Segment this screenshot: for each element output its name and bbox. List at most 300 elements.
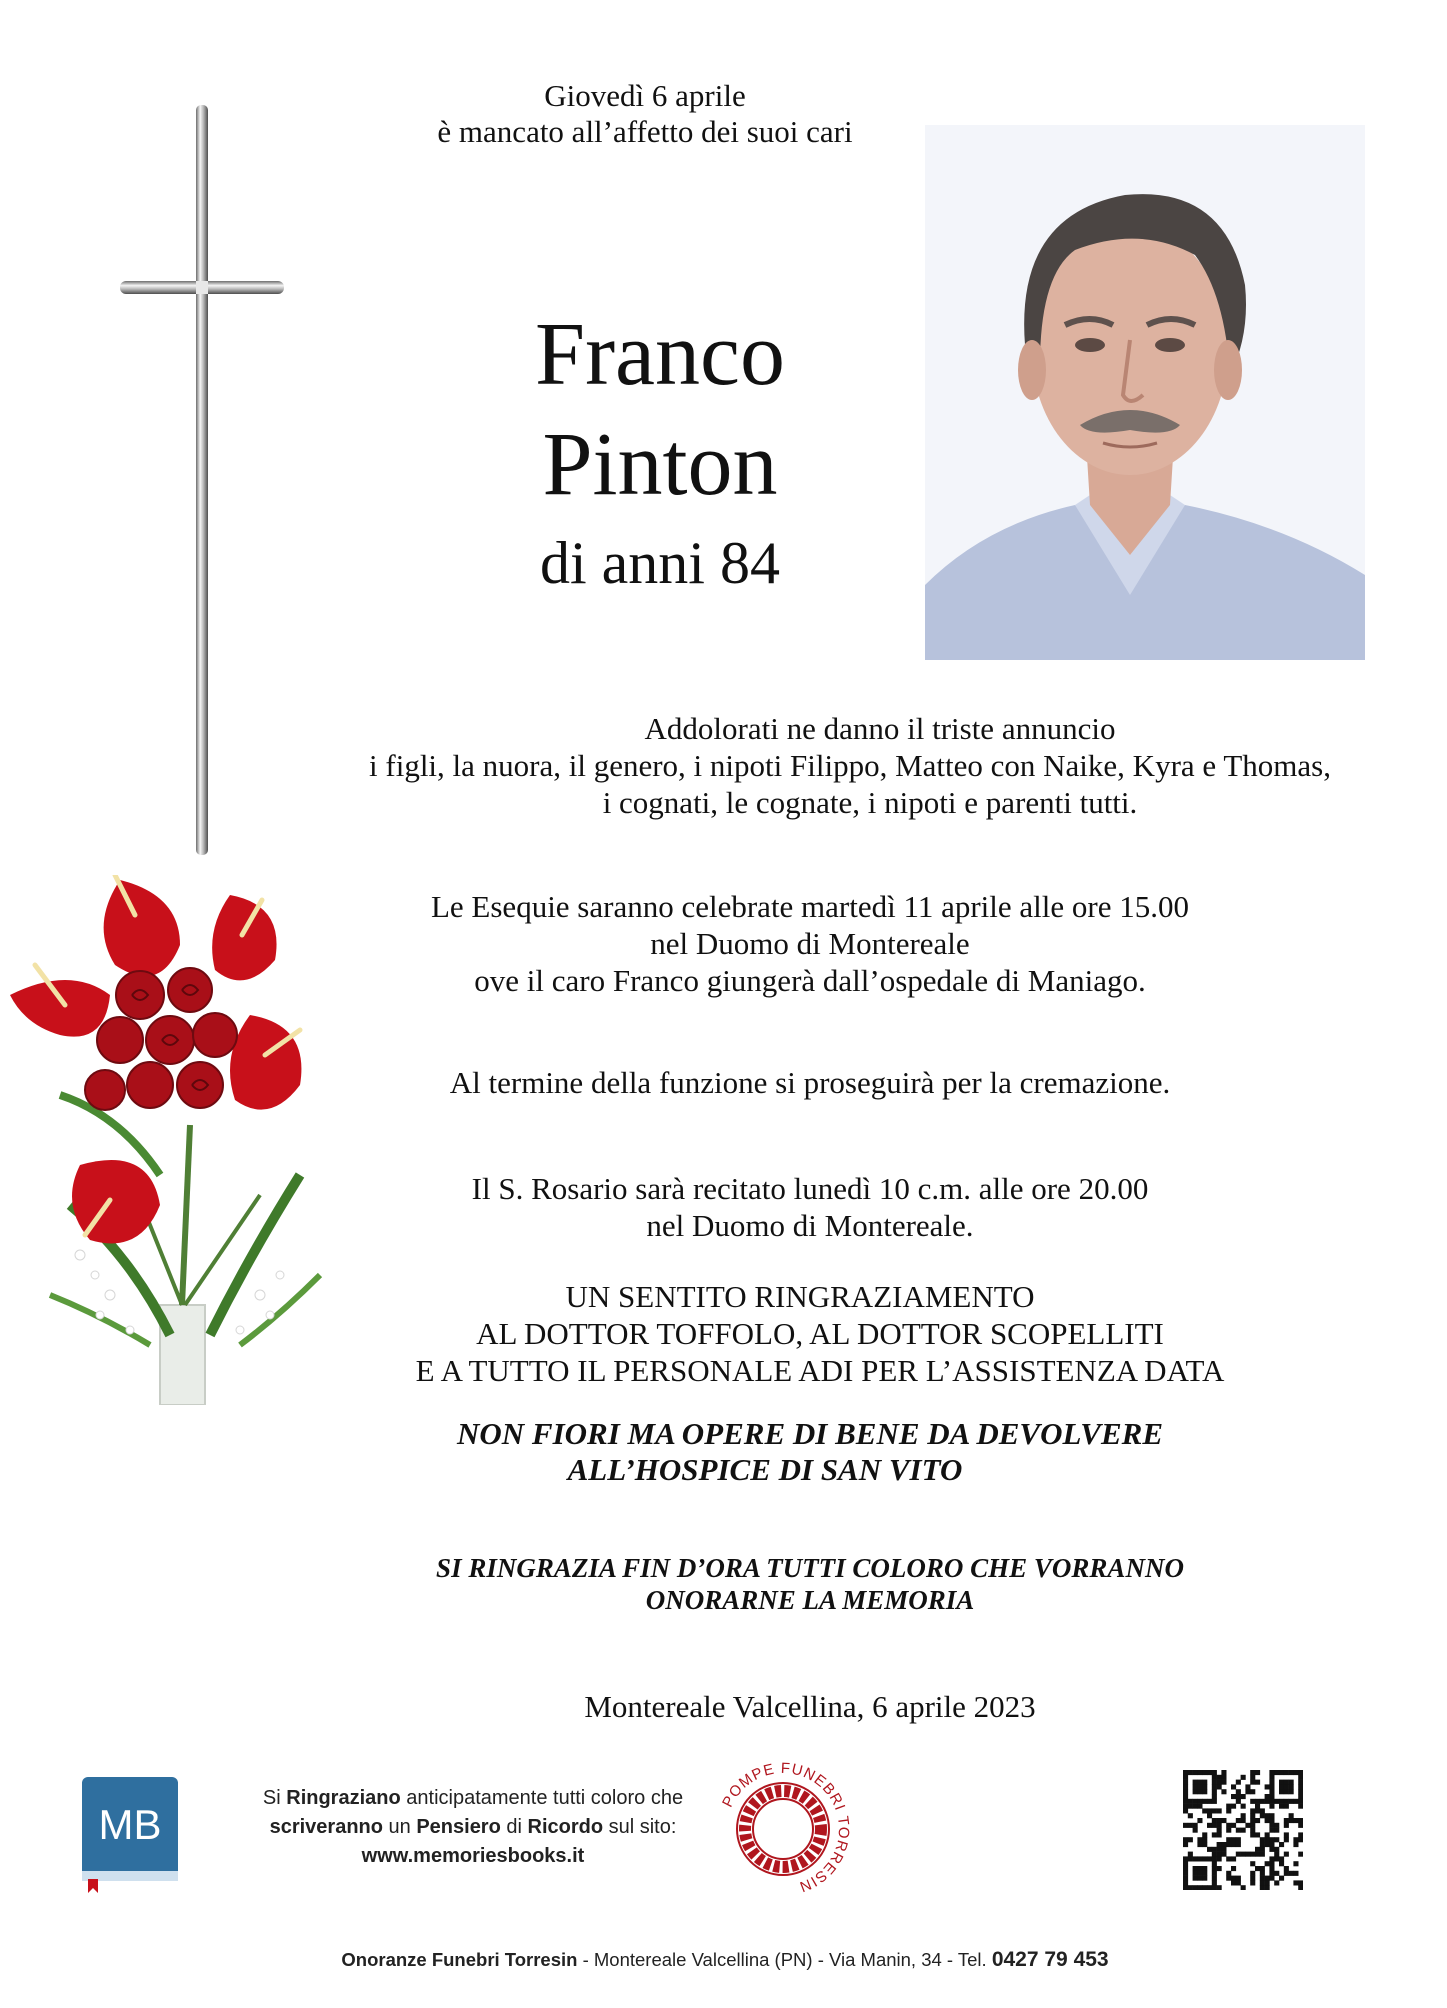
qr-module: [1183, 1876, 1188, 1881]
qr-module: [1226, 1856, 1231, 1861]
funeral-line: Le Esequie saranno celebrate martedì 11 aprile alle ore 15.00: [430, 889, 1189, 924]
qr-module: [1269, 1789, 1274, 1794]
qr-module: [1293, 1799, 1298, 1804]
qr-module: [1193, 1804, 1198, 1809]
qr-module: [1274, 1823, 1279, 1828]
qr-module: [1274, 1770, 1279, 1775]
qr-module: [1212, 1780, 1217, 1785]
qr-module: [1255, 1852, 1260, 1857]
qr-module: [1212, 1832, 1217, 1837]
qr-module: [1269, 1828, 1274, 1833]
qr-code[interactable]: [1183, 1770, 1303, 1890]
qr-module: [1231, 1823, 1236, 1828]
qr-module: [1265, 1861, 1270, 1866]
funeral-info: [360, 888, 1260, 999]
qr-module: [1298, 1852, 1303, 1857]
qr-module: [1255, 1847, 1260, 1852]
qr-module: [1298, 1818, 1303, 1823]
qr-module: [1250, 1818, 1255, 1823]
qr-module: [1221, 1780, 1226, 1785]
qr-module: [1265, 1885, 1270, 1890]
qr-module: [1274, 1871, 1279, 1876]
qr-module: [1284, 1823, 1289, 1828]
qr-module: [1250, 1799, 1255, 1804]
deceased-last-name: Pinton: [542, 415, 778, 514]
qr-module: [1231, 1837, 1236, 1842]
qr-module: [1183, 1880, 1188, 1885]
qr-module: [1193, 1789, 1198, 1794]
qr-module: [1212, 1856, 1217, 1861]
qr-module: [1298, 1804, 1303, 1809]
qr-module: [1269, 1770, 1274, 1775]
qr-module: [1265, 1784, 1270, 1789]
qr-module: [1298, 1823, 1303, 1828]
qr-module: [1260, 1852, 1265, 1857]
qr-module: [1197, 1799, 1202, 1804]
qr-module: [1289, 1789, 1294, 1794]
qr-module: [1255, 1818, 1260, 1823]
qr-module: [1260, 1880, 1265, 1885]
qr-module: [1231, 1804, 1236, 1809]
qr-module: [1274, 1828, 1279, 1833]
qr-module: [1197, 1871, 1202, 1876]
qr-module: [1217, 1866, 1222, 1871]
qr-module: [1279, 1856, 1284, 1861]
qr-module: [1207, 1847, 1212, 1852]
intro-line-date: Giovedì 6 aprile: [544, 78, 746, 113]
qr-module: [1255, 1770, 1260, 1775]
qr-module: [1183, 1866, 1188, 1871]
qr-module: [1217, 1847, 1222, 1852]
qr-module: [1274, 1852, 1279, 1857]
qr-module: [1183, 1780, 1188, 1785]
qr-module: [1202, 1784, 1207, 1789]
qr-module: [1193, 1856, 1198, 1861]
deceased-age: di anni 84: [540, 530, 780, 596]
qr-module: [1265, 1832, 1270, 1837]
qr-module: [1274, 1856, 1279, 1861]
qr-module: [1269, 1866, 1274, 1871]
qr-module: [1212, 1885, 1217, 1890]
qr-module: [1226, 1871, 1231, 1876]
qr-module: [1231, 1784, 1236, 1789]
qr-module: [1207, 1799, 1212, 1804]
qr-module: [1183, 1789, 1188, 1794]
qr-module: [1212, 1770, 1217, 1775]
qr-module: [1284, 1804, 1289, 1809]
qr-module: [1269, 1813, 1274, 1818]
qr-module: [1260, 1876, 1265, 1881]
qr-module: [1298, 1837, 1303, 1842]
thanks-line: E A TUTTO IL PERSONALE ADI PER L’ASSISTENZA DATA: [415, 1353, 1225, 1388]
qr-module: [1197, 1818, 1202, 1823]
qr-module: [1183, 1842, 1188, 1847]
qr-module: [1193, 1784, 1198, 1789]
qr-module: [1226, 1808, 1231, 1813]
footer: [60, 1948, 1390, 1972]
qr-module: [1269, 1861, 1274, 1866]
qr-module: [1250, 1813, 1255, 1818]
qr-module: [1269, 1856, 1274, 1861]
deceased-first-name: Franco: [535, 305, 785, 404]
qr-module: [1269, 1799, 1274, 1804]
qr-module: [1226, 1876, 1231, 1881]
qr-module: [1197, 1866, 1202, 1871]
qr-module: [1202, 1780, 1207, 1785]
qr-module: [1217, 1780, 1222, 1785]
rosary-info: [360, 1170, 1260, 1244]
qr-module: [1236, 1799, 1241, 1804]
qr-module: [1260, 1871, 1265, 1876]
qr-module: [1289, 1780, 1294, 1785]
qr-module: [1197, 1770, 1202, 1775]
qr-module: [1202, 1799, 1207, 1804]
qr-module: [1217, 1842, 1222, 1847]
qr-module: [1298, 1784, 1303, 1789]
qr-module: [1231, 1876, 1236, 1881]
funeral-line: ove il caro Franco giungerà dall’ospedale di Maniago.: [474, 963, 1146, 998]
memory-line: SI RINGRAZIA FIN D’ORA TUTTI COLORO CHE VORRANNO: [436, 1553, 1184, 1583]
qr-module: [1212, 1794, 1217, 1799]
qr-module: [1217, 1823, 1222, 1828]
qr-module: [1183, 1837, 1188, 1842]
qr-module: [1298, 1880, 1303, 1885]
qr-module: [1293, 1818, 1298, 1823]
qr-module: [1217, 1828, 1222, 1833]
qr-module: [1250, 1876, 1255, 1881]
qr-module: [1183, 1804, 1188, 1809]
qr-module: [1193, 1828, 1198, 1833]
qr-module: [1202, 1871, 1207, 1876]
qr-module: [1289, 1813, 1294, 1818]
qr-module: [1236, 1880, 1241, 1885]
qr-module: [1289, 1799, 1294, 1804]
qr-module: [1293, 1842, 1298, 1847]
qr-module: [1221, 1818, 1226, 1823]
qr-module: [1269, 1871, 1274, 1876]
qr-module: [1207, 1856, 1212, 1861]
qr-module: [1197, 1837, 1202, 1842]
qr-module: [1269, 1823, 1274, 1828]
announcement-line: Addolorati ne danno il triste annuncio: [644, 711, 1116, 746]
funeral-line: nel Duomo di Montereale: [650, 926, 970, 961]
qr-module: [1231, 1856, 1236, 1861]
qr-module: [1284, 1852, 1289, 1857]
qr-module: [1217, 1885, 1222, 1890]
cremation-info: Al termine della funzione si proseguirà per la cremazione.: [449, 1065, 1171, 1100]
qr-module: [1236, 1837, 1241, 1842]
qr-module: [1289, 1818, 1294, 1823]
qr-module: [1265, 1813, 1270, 1818]
qr-module: [1279, 1799, 1284, 1804]
qr-module: [1284, 1770, 1289, 1775]
qr-module: [1188, 1799, 1193, 1804]
memoriesbooks-message: Si Ringraziano anticipatamente tutti coloro che scriveranno un Pensiero di Ricordo sul sito: www.memoriesbooks.it: [262, 1787, 684, 1867]
qr-module: [1183, 1799, 1188, 1804]
qr-module: [1183, 1856, 1188, 1861]
qr-module: [1293, 1770, 1298, 1775]
qr-module: [1279, 1784, 1284, 1789]
qr-module: [1226, 1842, 1231, 1847]
qr-module: [1197, 1784, 1202, 1789]
qr-module: [1226, 1828, 1231, 1833]
rosary-line: Il S. Rosario sarà recitato lunedì 10 c.m. alle ore 20.00: [471, 1171, 1149, 1206]
footer-phone: 0427 79 453: [991, 1948, 1109, 1971]
qr-module: [1217, 1808, 1222, 1813]
qr-module: [1236, 1794, 1241, 1799]
qr-module: [1284, 1818, 1289, 1823]
qr-module: [1241, 1828, 1246, 1833]
cross-icon: [118, 105, 288, 855]
qr-module: [1231, 1842, 1236, 1847]
qr-module: [1226, 1823, 1231, 1828]
memoriesbooks-url[interactable]: www.memoriesbooks.it: [361, 1845, 585, 1867]
qr-module: [1212, 1808, 1217, 1813]
qr-module: [1250, 1880, 1255, 1885]
qr-module: [1202, 1789, 1207, 1794]
qr-module: [1241, 1885, 1246, 1890]
qr-module: [1212, 1823, 1217, 1828]
no-flowers-request: [360, 1416, 1260, 1488]
qr-module: [1274, 1847, 1279, 1852]
qr-module: [1265, 1880, 1270, 1885]
qr-module: [1212, 1799, 1217, 1804]
qr-module: [1217, 1784, 1222, 1789]
qr-module: [1188, 1856, 1193, 1861]
qr-module: [1241, 1775, 1246, 1780]
qr-module: [1284, 1837, 1289, 1842]
qr-module: [1197, 1885, 1202, 1890]
qr-module: [1293, 1871, 1298, 1876]
qr-module: [1188, 1852, 1193, 1857]
qr-module: [1255, 1866, 1260, 1871]
qr-module: [1188, 1804, 1193, 1809]
qr-module: [1241, 1818, 1246, 1823]
qr-module: [1245, 1823, 1250, 1828]
qr-module: [1250, 1828, 1255, 1833]
qr-module: [1245, 1789, 1250, 1794]
qr-module: [1217, 1856, 1222, 1861]
qr-module: [1207, 1813, 1212, 1818]
qr-module: [1183, 1808, 1188, 1813]
intro-line-phrase: è mancato all’affetto dei suoi cari: [437, 114, 853, 149]
qr-module: [1255, 1804, 1260, 1809]
qr-module: [1260, 1866, 1265, 1871]
qr-module: [1207, 1770, 1212, 1775]
qr-module: [1284, 1799, 1289, 1804]
qr-module: [1289, 1871, 1294, 1876]
qr-module: [1284, 1780, 1289, 1785]
qr-module: [1202, 1842, 1207, 1847]
qr-module: [1207, 1823, 1212, 1828]
qr-module: [1226, 1837, 1231, 1842]
qr-module: [1202, 1885, 1207, 1890]
qr-module: [1197, 1842, 1202, 1847]
qr-module: [1188, 1885, 1193, 1890]
qr-module: [1217, 1818, 1222, 1823]
pompe-funebri-torresin-logo: [712, 1758, 854, 1900]
qr-module: [1202, 1770, 1207, 1775]
qr-module: [1265, 1842, 1270, 1847]
qr-module: [1260, 1837, 1265, 1842]
mb-logo-text: MB: [98, 1801, 162, 1848]
qr-module: [1269, 1847, 1274, 1852]
qr-module: [1241, 1804, 1246, 1809]
qr-module: [1236, 1780, 1241, 1785]
qr-module: [1231, 1866, 1236, 1871]
qr-module: [1250, 1823, 1255, 1828]
qr-module: [1265, 1794, 1270, 1799]
qr-module: [1212, 1871, 1217, 1876]
qr-module: [1212, 1852, 1217, 1857]
qr-module: [1250, 1871, 1255, 1876]
qr-module: [1221, 1852, 1226, 1857]
qr-module: [1260, 1808, 1265, 1813]
thanks-line: UN SENTITO RINGRAZIAMENTO: [565, 1279, 1035, 1314]
qr-module: [1221, 1842, 1226, 1847]
qr-module: [1236, 1842, 1241, 1847]
qr-module: [1236, 1876, 1241, 1881]
qr-module: [1245, 1852, 1250, 1857]
qr-module: [1212, 1866, 1217, 1871]
announcement-line: i cognati, le cognate, i nipoti e parenti tutti.: [602, 785, 1138, 820]
qr-module: [1269, 1842, 1274, 1847]
qr-module: [1265, 1818, 1270, 1823]
qr-module: [1293, 1837, 1298, 1842]
qr-module: [1183, 1784, 1188, 1789]
qr-module: [1298, 1799, 1303, 1804]
qr-module: [1298, 1832, 1303, 1837]
qr-module: [1212, 1784, 1217, 1789]
qr-module: [1193, 1780, 1198, 1785]
qr-module: [1197, 1804, 1202, 1809]
qr-module: [1197, 1856, 1202, 1861]
no-flowers-line: NON FIORI MA OPERE DI BENE DA DEVOLVERE: [456, 1416, 1163, 1451]
qr-module: [1245, 1784, 1250, 1789]
qr-module: [1279, 1770, 1284, 1775]
qr-module: [1298, 1794, 1303, 1799]
qr-module: [1241, 1852, 1246, 1857]
memory-thanks: [360, 1552, 1260, 1616]
qr-module: [1255, 1832, 1260, 1837]
no-flowers-line: ALL’HOSPICE DI SAN VITO: [567, 1452, 963, 1487]
qr-module: [1221, 1775, 1226, 1780]
qr-module: [1269, 1794, 1274, 1799]
qr-module: [1250, 1852, 1255, 1857]
qr-module: [1193, 1885, 1198, 1890]
qr-module: [1279, 1842, 1284, 1847]
qr-module: [1202, 1866, 1207, 1871]
qr-module: [1298, 1775, 1303, 1780]
qr-module: [1183, 1861, 1188, 1866]
qr-module: [1221, 1770, 1226, 1775]
qr-module: [1197, 1780, 1202, 1785]
qr-module: [1274, 1880, 1279, 1885]
qr-module: [1265, 1837, 1270, 1842]
qr-module: [1207, 1808, 1212, 1813]
qr-module: [1183, 1871, 1188, 1876]
announcement-text: [320, 710, 1380, 821]
qr-module: [1298, 1885, 1303, 1890]
qr-module: [1212, 1775, 1217, 1780]
qr-module: [1188, 1813, 1193, 1818]
pompe-logo-text: POMPE FUNEBRI TORRESIN: [719, 1759, 853, 1896]
qr-module: [1269, 1818, 1274, 1823]
qr-module: [1241, 1794, 1246, 1799]
qr-module: [1250, 1780, 1255, 1785]
qr-module: [1231, 1794, 1236, 1799]
qr-module: [1221, 1789, 1226, 1794]
qr-module: [1231, 1880, 1236, 1885]
qr-module: [1250, 1808, 1255, 1813]
qr-module: [1279, 1876, 1284, 1881]
qr-module: [1298, 1780, 1303, 1785]
qr-module: [1260, 1885, 1265, 1890]
qr-module: [1183, 1885, 1188, 1890]
qr-module: [1183, 1823, 1188, 1828]
qr-module: [1293, 1861, 1298, 1866]
qr-module: [1274, 1799, 1279, 1804]
qr-module: [1197, 1876, 1202, 1881]
qr-module: [1212, 1861, 1217, 1866]
qr-module: [1250, 1832, 1255, 1837]
qr-module: [1188, 1823, 1193, 1828]
qr-module: [1250, 1775, 1255, 1780]
qr-module: [1197, 1789, 1202, 1794]
qr-module: [1284, 1784, 1289, 1789]
qr-module: [1289, 1770, 1294, 1775]
qr-module: [1236, 1828, 1241, 1833]
qr-module: [1284, 1871, 1289, 1876]
qr-module: [1193, 1871, 1198, 1876]
memoriesbooks-logo: [80, 1775, 182, 1893]
portrait-photo: [925, 125, 1365, 660]
qr-module: [1269, 1837, 1274, 1842]
qr-module: [1212, 1789, 1217, 1794]
qr-module: [1279, 1804, 1284, 1809]
qr-module: [1202, 1832, 1207, 1837]
qr-module: [1202, 1876, 1207, 1881]
qr-module: [1269, 1775, 1274, 1780]
qr-module: [1183, 1770, 1188, 1775]
qr-module: [1212, 1818, 1217, 1823]
qr-module: [1293, 1880, 1298, 1885]
announcement-line: i figli, la nuora, il genero, i nipoti Filippo, Matteo con Naike, Kyra e Thomas,: [369, 748, 1331, 783]
qr-module: [1221, 1847, 1226, 1852]
memory-line: ONORARNE LA MEMORIA: [645, 1585, 975, 1615]
place-date: Montereale Valcellina, 6 aprile 2023: [584, 1689, 1036, 1724]
qr-module: [1236, 1789, 1241, 1794]
qr-module: [1255, 1780, 1260, 1785]
footer-company: Onoranze Funebri Torresin: [341, 1949, 578, 1970]
qr-module: [1260, 1842, 1265, 1847]
qr-module: [1202, 1808, 1207, 1813]
qr-module: [1298, 1789, 1303, 1794]
thanks-text: [340, 1278, 1300, 1389]
qr-module: [1279, 1789, 1284, 1794]
rosary-line: nel Duomo di Montereale.: [646, 1208, 974, 1243]
thanks-line: AL DOTTOR TOFFOLO, AL DOTTOR SCOPELLITI: [476, 1316, 1164, 1351]
qr-module: [1217, 1775, 1222, 1780]
qr-module: [1250, 1861, 1255, 1866]
qr-module: [1250, 1770, 1255, 1775]
qr-module: [1241, 1813, 1246, 1818]
qr-module: [1193, 1770, 1198, 1775]
qr-module: [1260, 1847, 1265, 1852]
qr-module: [1269, 1780, 1274, 1785]
qr-module: [1212, 1847, 1217, 1852]
qr-module: [1183, 1794, 1188, 1799]
